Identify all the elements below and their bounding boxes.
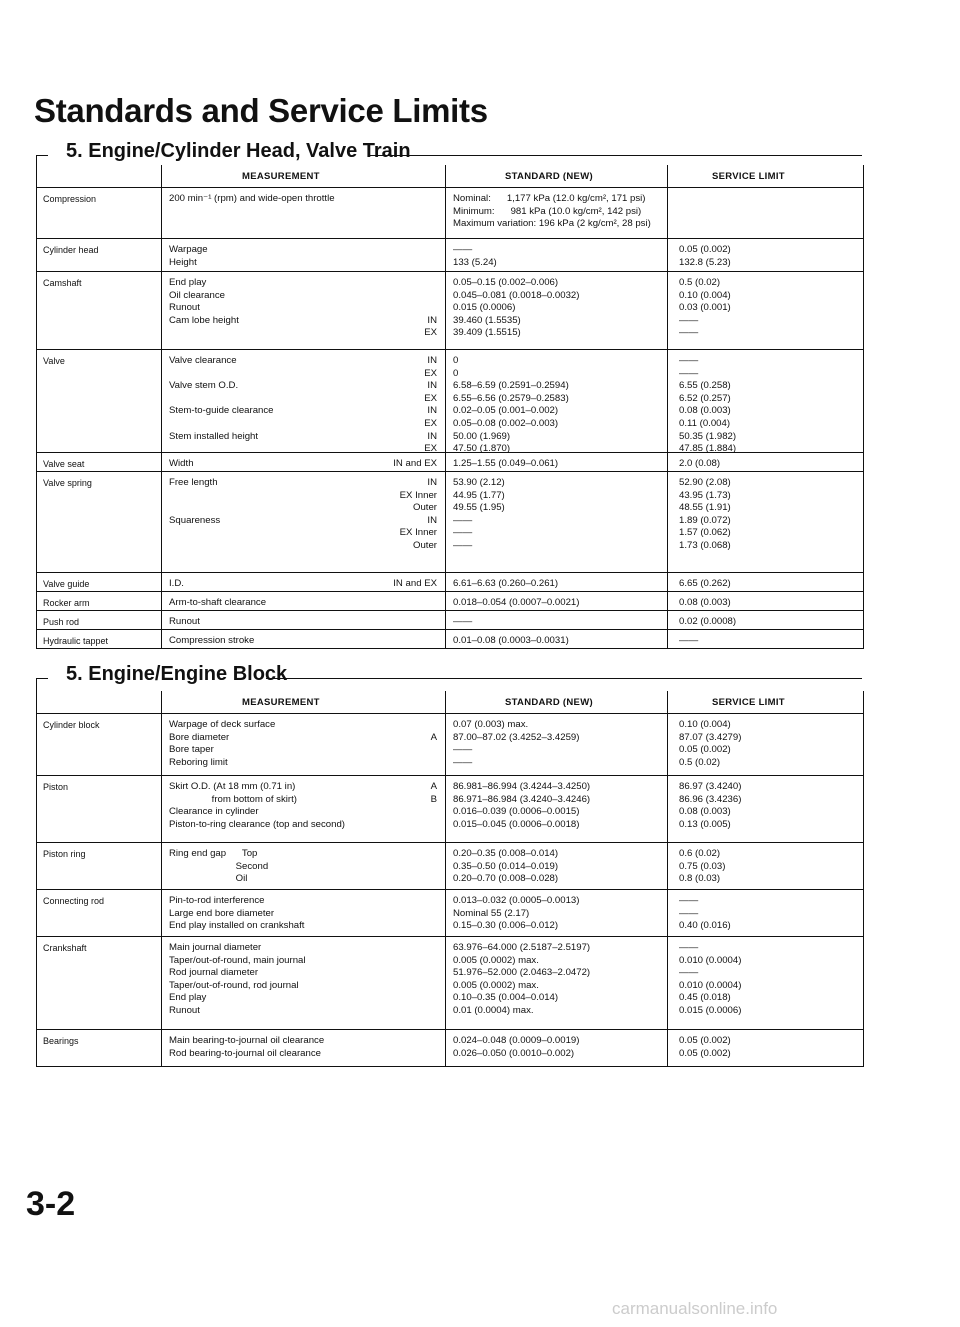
- row-standard-value: —— 133 (5.24): [453, 244, 497, 268]
- row-standard-value: 0.20–0.35 (0.008–0.014) 0.35–0.50 (0.014–0.019) 0.20–0.70 (0.008–0.028): [453, 848, 559, 885]
- column-divider: [161, 890, 162, 936]
- table-row: [37, 890, 863, 937]
- row-measurement: Compression stroke: [169, 635, 255, 646]
- section-heading-engine-block: [36, 663, 862, 693]
- column-divider: [667, 611, 668, 629]
- row-standard-value: 0.024–0.048 (0.0009–0.0019) 0.026–0.050 (0.0010–0.002): [453, 1035, 580, 1059]
- row-measurement-qualifier: IN EX: [424, 314, 437, 339]
- column-divider: [161, 453, 162, 471]
- row-measurement: I.D.: [169, 578, 184, 589]
- row-service-limit: 86.97 (3.4240) 86.96 (3.4236) 0.08 (0.003) 0.13 (0.005): [679, 781, 742, 830]
- column-divider: [445, 937, 446, 1029]
- column-divider: [445, 1030, 446, 1066]
- engine-block-spec-table: [36, 691, 864, 1067]
- column-divider: [445, 472, 446, 572]
- row-measurement: Pin-to-rod interference Large end bore diameter End play installed on crankshaft: [169, 895, 305, 932]
- table-header-row: [37, 691, 863, 714]
- table-row: [37, 630, 863, 648]
- column-divider: [445, 890, 446, 936]
- table-row: [37, 611, 863, 630]
- row-measurement: 200 min⁻¹ (rpm) and wide-open throttle: [169, 193, 335, 204]
- column-divider: [667, 272, 668, 349]
- column-divider: [667, 472, 668, 572]
- heading-rule-left: [36, 155, 48, 156]
- row-service-limit: 0.05 (0.002) 132.8 (5.23): [679, 244, 731, 268]
- header-service-limit: SERVICE LIMIT: [712, 697, 785, 708]
- row-service-limit: ——: [679, 635, 699, 646]
- row-component: Piston ring: [43, 849, 86, 859]
- row-standard-value: 63.976–64.000 (2.5187–2.5197) 0.005 (0.0002) max. 51.976–52.000 (2.0463–2.0472) 0.005 (0.0002) max. 0.10–0.35 (0.004–0.014) 0.01 (0.0004) max.: [453, 942, 591, 1016]
- table-row: [37, 350, 863, 453]
- heading-rule-right: [266, 678, 862, 679]
- row-component: Hydraulic tappet: [43, 636, 109, 646]
- header-standard: STANDARD (NEW): [505, 171, 593, 182]
- column-divider: [667, 1030, 668, 1066]
- row-measurement: Skirt O.D. (At 18 mm (0.71 in) from bottom of skirt) Clearance in cylinder Piston-to-ring clearance (top and second): [169, 781, 345, 830]
- table-row: [37, 188, 863, 239]
- table-row: [37, 776, 863, 843]
- column-divider: [667, 573, 668, 591]
- column-divider: [667, 630, 668, 648]
- row-standard-value: 0 0 6.58–6.59 (0.2591–0.2594) 6.55–6.56 (0.2579–0.2583) 0.02–0.05 (0.001–0.002) 0.05–0.08 (0.002–0.003) 50.00 (1.969) 47.50 (1.870): [453, 355, 569, 455]
- row-service-limit: 0.6 (0.02) 0.75 (0.03) 0.8 (0.03): [679, 848, 726, 885]
- row-measurement: Main bearing-to-journal oil clearance Rod bearing-to-journal oil clearance: [169, 1035, 325, 1059]
- row-standard-value: 86.981–86.994 (3.4244–3.4250) 86.971–86.984 (3.4240–3.4246) 0.016–0.039 (0.0006–0.0015) 0.015–0.045 (0.0006–0.0018): [453, 781, 591, 830]
- row-service-limit: —— —— 0.40 (0.016): [679, 895, 731, 932]
- column-divider: [445, 573, 446, 591]
- column-divider: [445, 630, 446, 648]
- column-divider: [667, 350, 668, 452]
- column-divider: [161, 573, 162, 591]
- row-measurement-qualifier: A: [430, 731, 437, 743]
- row-measurement: Main journal diameter Taper/out-of-round, main journal Rod journal diameter Taper/out-of-round, rod journal End play Runout: [169, 942, 306, 1016]
- row-standard-value: 0.05–0.15 (0.002–0.006) 0.045–0.081 (0.0018–0.0032) 0.015 (0.0006) 39.460 (1.5535) 39.409 (1.5515): [453, 277, 580, 339]
- row-standard-value: ——: [453, 616, 473, 627]
- row-service-limit: 52.90 (2.08) 43.95 (1.73) 48.55 (1.91) 1.89 (0.072) 1.57 (0.062) 1.73 (0.068): [679, 477, 731, 551]
- table-row: [37, 239, 863, 272]
- header-measurement: MEASUREMENT: [242, 697, 320, 708]
- row-standard-value: 0.013–0.032 (0.0005–0.0013) Nominal 55 (2.17) 0.15–0.30 (0.006–0.012): [453, 895, 580, 932]
- row-standard-value: 0.018–0.054 (0.0007–0.0021): [453, 597, 580, 608]
- row-service-limit: 0.10 (0.004) 87.07 (3.4279) 0.05 (0.002) 0.5 (0.02): [679, 719, 742, 768]
- column-divider: [667, 239, 668, 271]
- column-divider: [161, 272, 162, 349]
- row-component: Valve seat: [43, 459, 85, 469]
- row-standard-value: 0.01–0.08 (0.0003–0.0031): [453, 635, 569, 646]
- row-component: Compression: [43, 194, 97, 204]
- row-standard-value: Nominal: 1,177 kPa (12.0 kg/cm², 171 psi) Minimum: 981 kPa (10.0 kg/cm², 142 psi) Maximum variation: 196 kPa (2 kg/cm², 28 psi): [453, 193, 651, 230]
- table-row: [37, 573, 863, 592]
- watermark: carmanualsonline.info: [612, 1299, 778, 1318]
- row-component: Camshaft: [43, 278, 82, 288]
- column-divider: [445, 691, 446, 713]
- column-divider: [445, 165, 446, 187]
- column-divider: [445, 188, 446, 238]
- table-row: [37, 592, 863, 611]
- row-measurement: Ring end gap Top Second Oil: [169, 848, 269, 885]
- column-divider: [667, 188, 668, 238]
- section-title: 5. Engine/Cylinder Head, Valve Train: [66, 140, 411, 162]
- row-component: Connecting rod: [43, 896, 105, 906]
- column-divider: [161, 350, 162, 452]
- column-divider: [161, 611, 162, 629]
- column-divider: [445, 843, 446, 889]
- heading-rule-right: [368, 155, 862, 156]
- row-measurement: Warpage of deck surface Bore diameter Bore taper Reboring limit: [169, 719, 276, 768]
- column-divider: [161, 691, 162, 713]
- row-standard-value: 1.25–1.55 (0.049–0.061): [453, 458, 559, 469]
- table-row: [37, 472, 863, 573]
- column-divider: [161, 1030, 162, 1066]
- row-measurement-qualifier: IN and EX: [393, 458, 437, 469]
- cylinder-head-spec-table: [36, 165, 864, 649]
- row-measurement: Width: [169, 458, 194, 469]
- row-service-limit: 0.5 (0.02) 0.10 (0.004) 0.03 (0.001) —— ——: [679, 277, 731, 339]
- column-divider: [161, 239, 162, 271]
- row-measurement: Runout: [169, 616, 200, 627]
- row-service-limit: 0.02 (0.0008): [679, 616, 737, 627]
- column-divider: [161, 592, 162, 610]
- row-component: Crankshaft: [43, 943, 87, 953]
- column-divider: [445, 272, 446, 349]
- column-divider: [445, 714, 446, 775]
- column-divider: [161, 776, 162, 842]
- row-component: Cylinder head: [43, 245, 99, 255]
- header-service-limit: SERVICE LIMIT: [712, 171, 785, 182]
- column-divider: [161, 165, 162, 187]
- row-standard-value: 0.07 (0.003) max. 87.00–87.02 (3.4252–3.4259) —— ——: [453, 719, 580, 768]
- row-measurement-qualifier: A B: [430, 781, 437, 805]
- header-standard: STANDARD (NEW): [505, 697, 593, 708]
- row-component: Valve guide: [43, 579, 90, 589]
- table-row: [37, 843, 863, 890]
- row-standard-value: 6.61–6.63 (0.260–0.261): [453, 578, 559, 589]
- column-divider: [161, 937, 162, 1029]
- row-component: Rocker arm: [43, 598, 90, 608]
- row-measurement: Arm-to-shaft clearance: [169, 597, 267, 608]
- row-measurement-qualifier: IN EX Inner Outer IN EX Inner Outer: [399, 477, 437, 551]
- row-service-limit: 2.0 (0.08): [679, 458, 721, 469]
- column-divider: [161, 472, 162, 572]
- table-row: [37, 453, 863, 472]
- column-divider: [667, 937, 668, 1029]
- row-measurement: Valve clearance Valve stem O.D. Stem-to-guide clearance Stem installed height: [169, 355, 274, 442]
- column-divider: [161, 843, 162, 889]
- column-divider: [445, 592, 446, 610]
- column-divider: [667, 453, 668, 471]
- row-measurement: Free length Squareness: [169, 477, 221, 526]
- heading-rule-left: [36, 678, 48, 679]
- row-measurement: Warpage Height: [169, 244, 208, 268]
- header-measurement: MEASUREMENT: [242, 171, 320, 182]
- row-measurement-qualifier: IN EX IN EX IN EX IN EX: [424, 355, 437, 455]
- column-divider: [445, 239, 446, 271]
- column-divider: [667, 165, 668, 187]
- row-measurement-qualifier: IN and EX: [393, 578, 437, 589]
- column-divider: [667, 592, 668, 610]
- table-row: [37, 1030, 863, 1066]
- table-row: [37, 272, 863, 350]
- row-service-limit: —— 0.010 (0.0004) —— 0.010 (0.0004) 0.45 (0.018) 0.015 (0.0006): [679, 942, 742, 1016]
- column-divider: [161, 630, 162, 648]
- page-title: Standards and Service Limits: [34, 92, 488, 129]
- column-divider: [445, 611, 446, 629]
- row-service-limit: 0.05 (0.002) 0.05 (0.002): [679, 1035, 731, 1059]
- column-divider: [667, 776, 668, 842]
- column-divider: [445, 776, 446, 842]
- column-divider: [161, 188, 162, 238]
- column-divider: [667, 691, 668, 713]
- section-title: 5. Engine/Engine Block: [66, 663, 288, 685]
- column-divider: [445, 453, 446, 471]
- column-divider: [667, 890, 668, 936]
- row-service-limit: 6.65 (0.262): [679, 578, 731, 589]
- table-header-row: [37, 165, 863, 188]
- row-standard-value: 53.90 (2.12) 44.95 (1.77) 49.55 (1.95) —— —— ——: [453, 477, 505, 551]
- table-row: [37, 937, 863, 1030]
- column-divider: [161, 714, 162, 775]
- row-component: Bearings: [43, 1036, 79, 1046]
- row-component: Push rod: [43, 617, 80, 627]
- row-component: Valve spring: [43, 478, 92, 488]
- row-measurement: End play Oil clearance Runout Cam lobe height: [169, 277, 239, 326]
- row-component: Valve: [43, 356, 65, 366]
- column-divider: [667, 843, 668, 889]
- column-divider: [667, 714, 668, 775]
- row-service-limit: —— —— 6.55 (0.258) 6.52 (0.257) 0.08 (0.003) 0.11 (0.004) 50.35 (1.982) 47.85 (1.884): [679, 355, 737, 455]
- page-number: 3-2: [26, 1185, 76, 1223]
- column-divider: [445, 350, 446, 452]
- row-service-limit: 0.08 (0.003): [679, 597, 731, 608]
- row-component: Piston: [43, 782, 69, 792]
- row-component: Cylinder block: [43, 720, 100, 730]
- table-row: [37, 714, 863, 776]
